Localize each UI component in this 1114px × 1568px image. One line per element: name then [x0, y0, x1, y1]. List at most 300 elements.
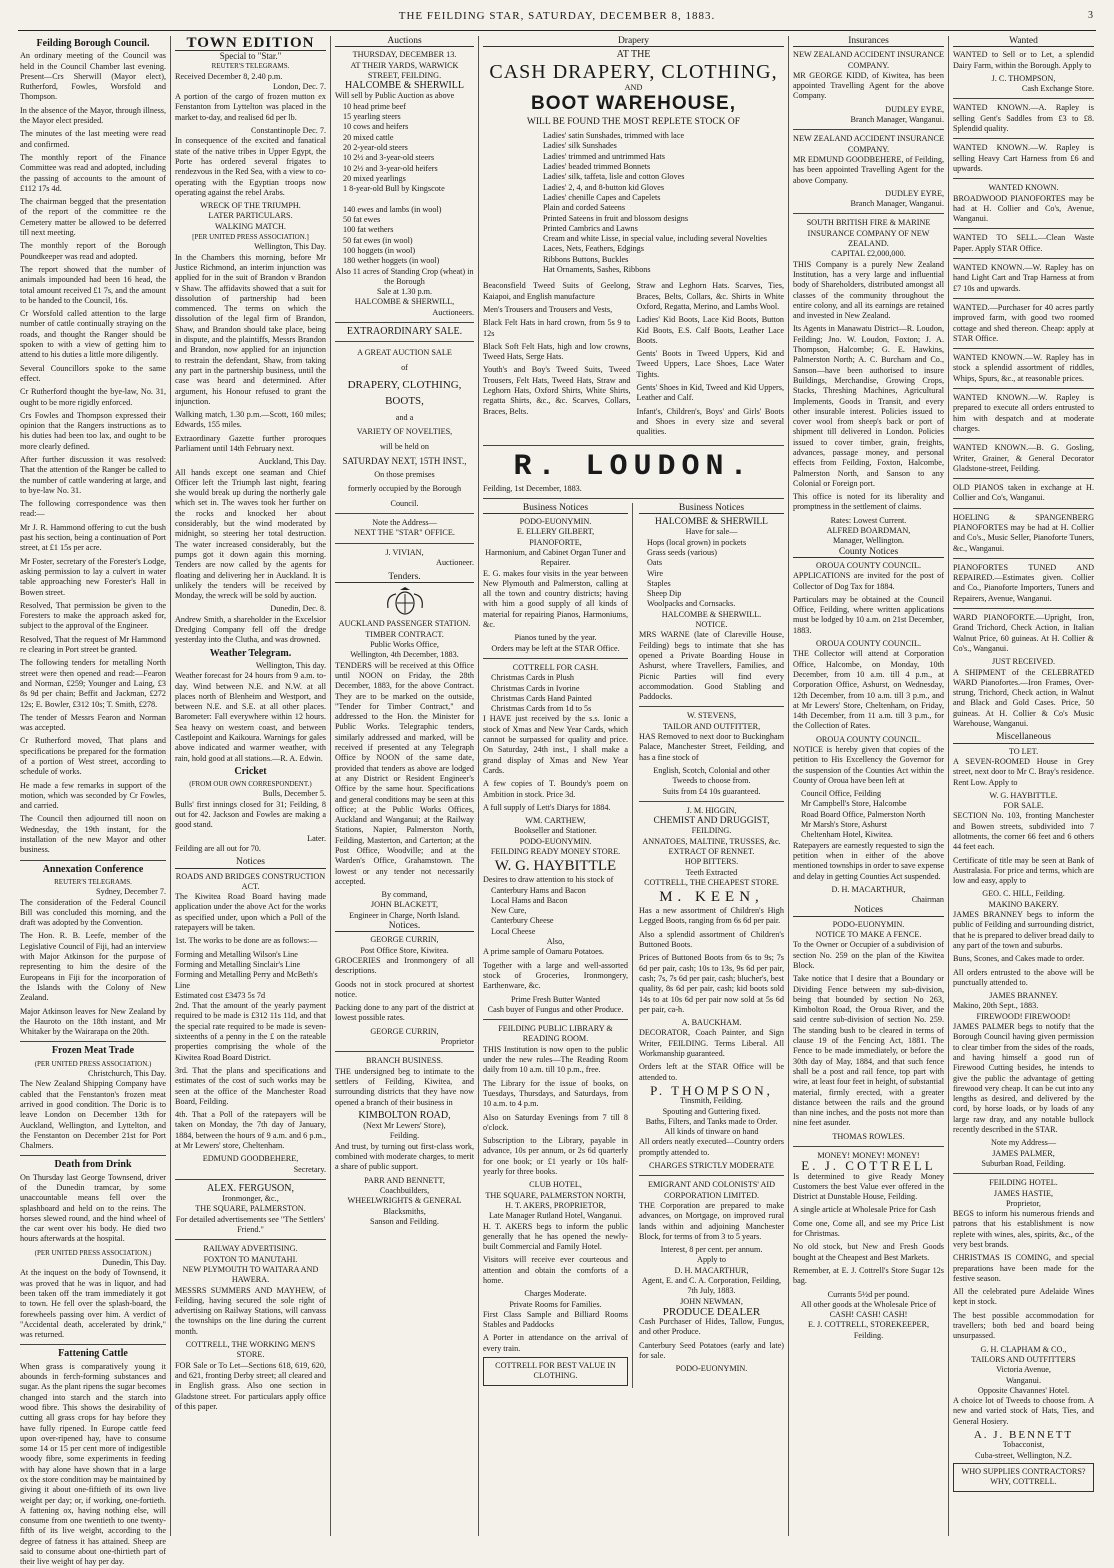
- place-item: Council Office, Feilding: [801, 789, 882, 799]
- ad-title: ALEX. FERGUSON,: [207, 1182, 294, 1194]
- ad-title: RAILWAY ADVERTISING.: [203, 1244, 298, 1254]
- article-paragraph: Mr Foster, secretary of the Forester's Lodge, asking permission to lay a culvert in water table approaching new Forester's Hall in Bowen street.: [20, 556, 166, 597]
- ad-line: THE SQUARE, PALMERSTON NORTH,: [485, 1190, 626, 1200]
- ad-line: Bookseller and Stationer.: [514, 826, 597, 836]
- ad-text: This office is noted for its liberality and promptness in the settlement of claims.: [793, 492, 944, 512]
- ad-text: CHRISTMAS IS COMING, and special preparations have been made for the festive season.: [953, 1253, 1094, 1283]
- ad-title: NOTICE.: [695, 620, 728, 630]
- headline: LATER PARTICULARS.: [208, 211, 293, 221]
- article-paragraph: The minutes of the last meeting were read and confirmed.: [20, 129, 166, 149]
- ad-text: All orders entrusted to the above will be punctually attended to.: [953, 967, 1094, 987]
- ad-text: WANTED to Sell or to Let, a splendid Dairy Farm, within the Borough. Apply to: [953, 50, 1094, 70]
- ad-text: Together with a large and well-assorted stock of Groceries, Ironmongery, Earthenware, &c.: [483, 960, 628, 991]
- ad-text: WANTED KNOWN.—W. Rapley has in stock a splendid assortment of riddles, Whips, Spurs, &c., at reasonable prices.: [953, 353, 1094, 383]
- ad-text: A full supply of Lett's Diarys for 1884.: [483, 802, 611, 812]
- ad-title: OROUA COUNTY COUNCIL.: [816, 639, 921, 649]
- ad-line: FEILDING.: [691, 826, 732, 836]
- ad-text: A few copies of T. Boundy's poem on Ambition in stock. Price 3d.: [483, 779, 628, 799]
- article-paragraph: In consequence of the excited and fanatical state of the native tribes in Upper Egypt, the Porte has ordered several frigates to rendezvous in the Red Sea, with a view to co-operating with the Egyptian troops now operating against the rebel Arabs.: [175, 136, 326, 197]
- article-paragraph: The consideration of the Federal Council Bill was concluded this morning, and the draft was adopted by the Convention.: [20, 897, 166, 928]
- ad-line: formerly occupied by the Borough: [347, 484, 462, 494]
- ad-text: WANTED KNOWN.—W. Rapley is selling Heavy Cart Harness from £6 and upwards.: [953, 143, 1094, 173]
- dateline: Received December 8, 2.40 p.m.: [175, 71, 283, 81]
- ad-title: COTTRELL, THE CHEAPEST STORE.: [644, 877, 779, 887]
- ad-line: PODO-EUONYMIN.: [519, 836, 592, 846]
- ad-line: Sanson and Feilding.: [370, 1216, 439, 1226]
- ad-line: AT THEIR YARDS, WARWICK STREET, FEILDING.: [350, 60, 459, 80]
- section-header: Tenders.: [335, 572, 474, 583]
- section-header: Business Notices: [639, 503, 784, 514]
- divider: [175, 1239, 326, 1240]
- article-paragraph: The monthly report of the Finance Committee was read and adopted, including the passing of accounts to the amount of £112 17s 4d.: [20, 152, 166, 193]
- article-paragraph: The report showed that the number of animals impounded had been 16 head, the total amount received £1 7s, and the amount to be handed to the Council, 16s.: [20, 264, 166, 305]
- ad-line: Pianos tuned by the year.: [514, 633, 597, 643]
- stock-item: 10 2½ and 3-year-old heifers: [343, 163, 438, 173]
- column-3: [335, 36, 474, 1536]
- ad-line: Spouting and Guttering fixed.: [662, 1106, 761, 1116]
- ad-line: Tweeds to choose from.: [672, 776, 751, 786]
- divider: [953, 478, 1094, 479]
- ad-signature: ALFRED BOARDMAN,: [826, 526, 911, 536]
- ad-line: Sale at 1.30 p.m.: [376, 287, 433, 297]
- section-header: Miscellaneous: [953, 732, 1094, 743]
- ad-title: BRANCH BUSINESS.: [366, 1056, 443, 1066]
- ad-line: Interest, 8 per cent. per annum.: [660, 1245, 763, 1255]
- ad-line: Late Manager Rutland Hotel, Wanganui.: [489, 1211, 622, 1221]
- ad-line: Forming and Metalling Perry and McBeth's Line: [175, 970, 318, 990]
- ad-signature: JAMES HASTIE,: [993, 1188, 1054, 1198]
- ad-line: For detailed advertisements see "The Settlers' Friend.": [175, 1214, 326, 1235]
- cards-list: [483, 673, 628, 714]
- ad-line: Agent, E. and C. A. Corporation, Feilding, 7th July, 1883.: [641, 1275, 782, 1296]
- section-header: Insurances: [793, 36, 944, 47]
- stock-item: 10 head prime beef: [343, 101, 406, 111]
- article-paragraph: On Thursday last George Townsend, driver of the Dunedin tramcar, by some unaccountable means fell over the splashboard and held on to the reins. The horses slewed round, and the hind wheel of the car went over his body. He died two hours afterwards at the hospital.: [20, 1172, 166, 1244]
- ad-text: Orders left at the STAR Office will be attended to.: [639, 1062, 784, 1082]
- divider: [335, 341, 474, 342]
- ad-title: SOUTH BRITISH FIRE & MARINE INSURANCE COMPANY OF NEW ZEALAND.: [806, 218, 931, 249]
- ad-text: Gents' Shoes in Kid, Tweed and Kid Uppers, Leather and Calf.: [636, 383, 784, 403]
- ad-line: Estimated cost £3473 5s 7d: [175, 990, 266, 1000]
- ad-line: TAILORS AND OUTFITTERS: [971, 1354, 1076, 1364]
- masthead-rule: [18, 30, 1096, 31]
- divider: [953, 178, 1094, 179]
- ad-text: A prime sample of Oamaru Potatoes.: [483, 947, 604, 957]
- ad-line: Note my Address—: [990, 1138, 1057, 1148]
- article-paragraph: The chairman begged that the presentation of the report of the committee re the Cemetery matter be allowed to be deferred till next meeting.: [20, 197, 166, 238]
- ad-line: Cuba-street, Wellington, N.Z.: [975, 1450, 1072, 1460]
- headline: Feilding Borough Council.: [36, 38, 150, 49]
- ad-text: OLD PIANOS taken in exchange at H. Collier and Co's, Wanganui.: [953, 483, 1094, 503]
- article-paragraph: Mr J. R. Hammond offering to cut the bush past his section, being a continuation of Port street, at £1 15s per acre.: [20, 522, 166, 553]
- ad-line: Wellington, 4th December, 1883.: [350, 650, 459, 660]
- divider: [20, 860, 166, 861]
- ad-text: Goods not in stock procured at shortest notice.: [335, 979, 474, 999]
- column-divider: [478, 36, 479, 1536]
- ad-text: Packing done to any part of the district at lowest possible rates.: [335, 1003, 474, 1023]
- dateline: Sydney, December 7.: [96, 887, 166, 897]
- section-header: Notices.: [335, 921, 474, 932]
- divider: [793, 213, 944, 214]
- ad-line: AND: [624, 82, 643, 92]
- ad-title: NEW ZEALAND ACCIDENT INSURANCE COMPANY.: [793, 134, 944, 154]
- ad-text: THE undersigned beg to intimate to the settlers of Feilding, Kiwitea, and surrounding districts that they have now opened a branch of their business in: [335, 1066, 474, 1107]
- dateline: REUTER'S TELEGRAMS.: [211, 62, 290, 71]
- ad-text: Infant's, Children's, Boys' and Girls' Boots and Shoes in every size and several qualities.: [636, 406, 784, 437]
- sale-item: Sheep Dip: [647, 589, 682, 599]
- divider: [793, 1146, 944, 1147]
- ad-title: CASH DRAPERY, CLOTHING,: [489, 60, 778, 83]
- royal-crest-icon: [381, 586, 429, 616]
- article-paragraph: Weather forecast for 24 hours from 9 a.m. to-day. Wind between N.E. and N.W. at all places north of Blenheim and Westport, and between N.E. and S.E. at all other places. Barometer: Fall everywhere within 12 hours. Sea heavy on western coast, and between Castlepoint and Kaikoura. Warnings for gales above indicated and warmer weather, with rain, hold good at all stations.—R. A. Edwin.: [175, 671, 326, 763]
- ad-line: Feilding.: [389, 1131, 420, 1141]
- ad-text: Youth's and Boy's Tweed Suits, Tweed Trousers, Felt Hats, Tweed Hats, Straw and Leghorn Hats, Oxford Shirts, White Shirts, regatta Shirts, &c., &c. Scarves, Collars, Braces, Belts.: [483, 365, 631, 416]
- ad-title: CHARGES STRICTLY MODERATE: [649, 1161, 774, 1171]
- dateline: Wellington, This Day.: [254, 242, 326, 252]
- ad-text: Subscription to the Library, payable in advance, 10s per annum, or 2s 6d quarterly for one book; or £1 yearly or 10s half-yearly for three books.: [483, 1136, 628, 1177]
- ad-signature: WM. CARTHEW,: [525, 816, 586, 826]
- card-item: Christmas Cards in Ivorine: [491, 683, 580, 693]
- article-paragraph: Cr Rutherford moved, That plans and specifications be prepared for the formation of a portion of West street, according to schedule of works.: [20, 736, 166, 777]
- divider: [20, 1041, 166, 1042]
- ad-signature: E. J. COTTRELL, STOREKEEPER,: [807, 1320, 930, 1330]
- ad-line: Wanganui.: [1005, 1375, 1042, 1385]
- headline: WRECK OF THE TRIUMPH.: [200, 201, 301, 211]
- ad-text: And trust, by turning out first-class work, combined with moderate charges, to merit a share of public support.: [335, 1141, 474, 1172]
- ad-line: TIMBER CONTRACT.: [365, 629, 444, 639]
- ad-line: Public Works Office,: [370, 640, 439, 650]
- ad-line: Cash buyer of Fungus and other Produce.: [487, 1004, 624, 1014]
- ad-title: TO LET.: [1008, 746, 1039, 756]
- divider: [20, 1344, 166, 1345]
- ad-title: P. THOMPSON,: [650, 1082, 773, 1098]
- ad-text: TENDERS will be received at this Office until NOON on Friday, the 28th December, 1883, for the above Contract. They are to be marked on the outside, "Tender for Timber Contract," and addressed to the Hon. the Minister for Public Works. Telegraphic tenders, similarly addressed and marked, will be received if presented at any Telegraph Office by NOON of the same date, provided that tenders as above are lodged at any District or Resident Engineer's Office by the same hour. Specifications and general conditions may be seen at this office; at the Public Works Offices, Auckland and Wanganui; at the Railway Stations, Napier, Palmerston North, Feilding, Masterton, and Carterton; at the Post Office, Woodville; and at the Warden's Office, Grahamstown. The lowest or any tender not necessarily accepted.: [335, 660, 474, 886]
- drapery-item: Ladies' silk Sunshades: [543, 141, 617, 151]
- ad-title: FOR SALE.: [1003, 801, 1044, 811]
- stock-item: 100 hoggets (in wool): [343, 245, 416, 255]
- sale-item: Staples: [647, 578, 671, 588]
- ad-text: Remember, at E. J. Cottrell's Store Sugar 12s bag.: [793, 1265, 944, 1286]
- ad-text: 4th. That a Poll of the ratepayers will be taken on Monday, the 7th day of January, 1884, between the hours of 9 a.m. and 6 p.m., at Mr Lewers' store, Cheltenham.: [175, 1110, 326, 1150]
- ad-line: Council.: [390, 498, 419, 508]
- ad-signature: Auctioneers.: [432, 307, 474, 317]
- ad-line: Blacksmiths,: [383, 1206, 426, 1216]
- ad-line: AT THE: [616, 49, 651, 61]
- place-item: Mr Marsh's Store, Ashurst: [801, 820, 888, 830]
- ad-line: PIANOFORTE,: [529, 537, 582, 547]
- ad-text: E. G. makes four visits in the year between New Plymouth and Palmerston, calling at all the town and country districts; having with him a good supply of all kinds of material for repairing Pianos, Harmoniums, &c.: [483, 568, 628, 630]
- stock-item: 20 mixed cattle: [343, 132, 394, 142]
- ad-title: JOHN NEWMAN,: [680, 1296, 743, 1306]
- article-paragraph: The Hon. R. B. Leefe, member of the Legislative Council of Fiji, had an interview with Major Atkinson for the purpose of representing to him the desire of the Europeans in Fiji for the incorporation of the Islands with the Colony of New Zealand.: [20, 931, 166, 1003]
- ad-line: PODO-EUONYMIN.: [519, 517, 592, 527]
- ad-line: Cash Exchange Store.: [1021, 84, 1094, 94]
- ad-text: Certificate of title may be seen at Bank of Australasia. For price and terms, which are low and easy, apply to: [953, 855, 1094, 886]
- ad-line: Teeth Extracted: [685, 867, 738, 877]
- drapery-item: Plain and corded Sateens: [543, 203, 626, 213]
- stock-item: 15 yearling steers: [343, 112, 401, 122]
- article-paragraph: Feilding are all out for 70.: [175, 843, 261, 853]
- ad-text: DECORATOR, Coach Painter, and Sign Writer, FEILDING. Terms Liberal. All Workmanship guaranteed.: [639, 1028, 784, 1059]
- ad-line: EXTRACT OF RENNET.: [668, 847, 755, 856]
- headline: Weather Telegram.: [209, 647, 292, 659]
- ad-signature: D. H. MACARTHUR,: [831, 884, 906, 894]
- ad-text: Ratepayers are earnestly requested to sign the petition when in either of the above mentioned townships in order to save expense and delay in getting Counties Act suspended.: [793, 840, 944, 881]
- ad-line: Ironmonger, &c.,: [222, 1194, 279, 1204]
- ad-text: GROCERIES and Ironmongery of all descriptions.: [335, 955, 474, 976]
- ad-signature: JAMES PALMER,: [992, 1148, 1055, 1158]
- section-header: County Notices: [793, 547, 944, 558]
- ad-signature: EDMUND GOODBEHERE,: [202, 1154, 299, 1164]
- ad-text: Prices of Buttoned Boots from 6s to 9s; 7s 6d per pair, cash; 10s to 13s, 9s 6d per pair, cash; 7s, 7s 6d per pair, cash; blucher's, best quality, 8s 6d per pair, cash; kid boots sold 14s to at 10s 6d per pair now sold at 5s 6d per pair, ca-h.: [639, 953, 784, 1014]
- ad-line: Have for sale—: [685, 527, 738, 537]
- divider: [953, 558, 1094, 559]
- column-divider: [330, 36, 331, 1536]
- ad-line: Currants 5½d per pound.: [827, 1289, 910, 1299]
- ad-title: PRODUCE DEALER: [662, 1305, 761, 1318]
- drapery-two-column: [483, 281, 784, 440]
- article-paragraph: The following tenders for metalling North street were then opened and read:—Fearon and Norman, £259; Younger and Laing, £3 8s 9d per chain; Beffit and Jackman, £272 12s; E. Bowler, £312 10s; T. Smith, £278.: [20, 658, 166, 709]
- ad-text: Ladies' Kid Boots, Lace Kid Boots, Button Kid Boots, E.S. Calf Boots, Leather Lace Boots.: [636, 315, 784, 345]
- goods-item: Canterbury Cheese: [491, 916, 554, 926]
- column-2: [175, 36, 326, 1536]
- article-paragraph: Crs Fowles and Thompson expressed their opinion that the Rangers instructions as to his duties had been too lax, and ought to be more clearly defined.: [20, 410, 166, 451]
- article-paragraph: Major Atkinson leaves for New Zealand by the Hauroto on the 18th instant, and Mr Whitaker by the Wairarapa on the 20th.: [20, 1006, 166, 1037]
- ad-text: Take notice that I desire that a Boundary or Dividing Fence between my sub-division, being that bounded by section No 263, Kimbolton Road, the Oroua River, and the said centre sub-division of section No. 259. The standing bush to be cleared in terms of clause 19 of the Fencing Act, 1881. The Fence to be made immediately, or before the 30th day of May, 1884, and that such fence shall be a post and rail fence, top part with wire, at least four feet in height, of substantial material, firmly erected, with a greater distance between the rails and the ground than nine inches, and the posts not more than nine feet asunder.: [793, 974, 944, 1128]
- ad-signature: Secretary.: [293, 1164, 326, 1174]
- hs-list: [639, 538, 784, 610]
- divider: [335, 513, 474, 514]
- divider: [20, 1155, 166, 1156]
- ad-text: Come one, Come all, and see my Price List for Christmas.: [793, 1218, 944, 1239]
- ad-signature: W. G. HAYBITTLE.: [989, 790, 1058, 800]
- ad-title: FEILDING READY MONEY STORE.: [490, 847, 621, 856]
- card-item: Christmas Cards Hand Painted: [491, 693, 592, 703]
- stock-list: [335, 102, 474, 267]
- stock-item: [343, 194, 474, 204]
- column-1: [20, 36, 166, 1567]
- ad-line: Forming and Metalling Sinclair's Line: [175, 959, 301, 969]
- ad-title: WHO SUPPLIES CONTRACTORS? WHY, COTTRELL.: [953, 1463, 1094, 1492]
- ad-signature: J. VIVIAN,: [385, 547, 424, 557]
- ad-line: PODO-EUONYMIN.: [675, 1364, 748, 1374]
- headline: Frozen Meat Trade: [51, 1045, 135, 1057]
- stock-item: 10 2½ and 3-year-old steers: [343, 153, 435, 163]
- headline: Fattening Cattle: [58, 1348, 128, 1360]
- ad-text: PIANOFORTES TUNED AND REPAIRED.—Estimates given. Collier and Co., Pianoforte Importers, Tuners and Repairers, Avenue, Wanganui.: [953, 562, 1094, 603]
- ad-text: Black Felt Hats in hard crown, from 5s 9 to 12s: [483, 318, 631, 338]
- goods-item: Local Cheese: [491, 926, 536, 936]
- article-paragraph: Bulls' first innings closed for 31; Feilding, 8 out for 42. Jackson and Fowles are making a good stand.: [175, 799, 326, 830]
- ad-text: A single article at Wholesale Price for Cash: [793, 1205, 936, 1215]
- ad-line: Baths, Filters, and Tanks made to Order.: [645, 1116, 778, 1126]
- ad-line: A GREAT AUCTION SALE: [357, 348, 452, 358]
- article-paragraph: Resolved, That the request of Mr Hammond re clearing in Port street be granted.: [20, 634, 166, 655]
- stock-item: 180 wether hoggets (in wool): [343, 256, 440, 266]
- ad-title: NOTICE TO MAKE A FENCE.: [815, 930, 922, 940]
- card-item: Christmas Cards from 1d to 5s: [491, 704, 592, 714]
- dateline: Constantinople Dec. 7.: [250, 126, 326, 136]
- article-paragraph: In the absence of the Mayor, through illness, the Mayor elect presided.: [20, 105, 166, 126]
- stock-item: 50 fat ewes (in wool): [343, 235, 413, 245]
- ad-line: Feilding.: [853, 1330, 884, 1340]
- ad-text: Is determined to give Ready Money Customers the best Value ever offered in the District at Dunstable House, Feilding.: [793, 1171, 944, 1202]
- article-paragraph: At the inquest on the body of Townsend, it was proved that he was in liquor, and had been taken off the tram immediately it got to town. He fell over the splash-board, the forewheels passing over him. A verdict of "Accidental death, accelerated by drink," was returned.: [20, 1268, 166, 1340]
- ad-title: W. G. HAYBITTLE: [494, 858, 617, 875]
- sale-item: Grass seeds (various): [647, 547, 718, 557]
- ad-line: Victoria Avenue,: [996, 1365, 1051, 1375]
- ad-line: THURSDAY, DECEMBER 13.: [352, 50, 457, 60]
- divider: [953, 508, 1094, 509]
- stock-item: 20 2-year-old steers: [343, 142, 408, 152]
- ad-title: AUCKLAND PASSENGER STATION.: [338, 619, 471, 629]
- ad-title: HALCOMBE & SHERWILL: [345, 80, 464, 92]
- ad-title: FIREWOOD! FIREWOOD!: [976, 1011, 1071, 1021]
- ad-line: Forming and Metalling Wilson's Line: [175, 949, 298, 959]
- ad-text: 1st. The works to be done are as follows:—: [175, 936, 318, 946]
- ad-line: THE SQUARE, PALMERSTON.: [195, 1204, 306, 1214]
- ad-text: Cash Purchaser of Hides, Tallow, Fungus, and other Produce.: [639, 1317, 784, 1337]
- ad-text: SECTION No. 103, fronting Manchester and Bowen streets, subdivided into 7 allotments, the corner 66 feet and 6 others 44 feet each.: [953, 811, 1094, 852]
- ad-line: will be held on: [380, 441, 429, 451]
- ad-line: TAILOR AND OUTFITTER,: [662, 721, 761, 731]
- ad-text: 3rd. That the plans and specifications and estimates of the cost of such works may be seen at the office of the Manchester Road Board, Feilding.: [175, 1065, 326, 1106]
- ad-text: Straw and Leghorn Hats. Scarves, Ties, Braces, Belts, Collars, &c. Shirts in White Oxford, Regatta, Merino, and Lambs Wool.: [636, 281, 784, 311]
- stock-item: 10 cows and heifers: [343, 122, 409, 132]
- ad-text: The best possible accommodation for travellers; both bed and board being unsurpassed.: [953, 1310, 1094, 1341]
- headline: WALKING MATCH.: [215, 221, 286, 231]
- ad-title: GEORGE CURRIN,: [370, 935, 439, 945]
- ad-title: M. KEEN,: [659, 889, 764, 906]
- ad-text: THE Corporation are prepared to make advances, on Mortgage, on improved rural lands within and adjoining Manchester Block, for terms of from 3 to 5 years.: [639, 1200, 784, 1241]
- ad-text: A SHIPMENT of the CELEBRATED WARD Pianofortes.—Iron Frames, Over-strung, Trichord, Check action, in Walnut and Black and Gold Cases. Price, 50 guineas. At H. Collier & Co's Music Warehouse, Wanganui.: [953, 667, 1094, 729]
- ad-title: ROADS AND BRIDGES CONSTRUCTION ACT.: [175, 871, 326, 891]
- ad-title: NEW ZEALAND ACCIDENT INSURANCE COMPANY.: [793, 50, 944, 70]
- ad-line: KIMBOLTON ROAD,: [358, 1109, 451, 1121]
- page-number: 3: [1088, 10, 1094, 21]
- ad-line: and a: [395, 412, 414, 422]
- drapery-item: Ladies' beaded trimmed Bonnets: [543, 162, 651, 172]
- section-header: Drapery: [483, 36, 784, 47]
- ad-line: All kinds of tinware on hand: [664, 1127, 759, 1137]
- ad-text: BROADWOOD PIANOFORTES may be had at H. Collier and Co's, Avenue, Wanganui.: [953, 193, 1094, 224]
- ad-title: CLUB HOTEL,: [529, 1180, 582, 1190]
- dateline: REUTER'S TELEGRAMS.: [54, 877, 132, 886]
- ad-line: CAPITAL £2,000,000.: [831, 249, 906, 259]
- divider: [953, 388, 1094, 389]
- ad-text: 2nd. That the amount of the yearly payment required to be made is £312 11s 11d, and that the special rate required to be made is seven-sixteenths of a penny in the £ on the rateable properties comprising the whole of the Kiwitea Road Board District.: [175, 1001, 326, 1062]
- card-item: Christmas Cards in Plush: [491, 673, 575, 683]
- ad-text: WANTED KNOWN.—A. Rapley is selling Gent's Saddles from £3 to £8. Splendid quality.: [953, 103, 1094, 134]
- ad-title: MAKINO BAKERY.: [988, 899, 1059, 909]
- ad-text: HAS Removed to next door to Buckingham Palace, Manchester Street, Feilding, and has a fine stock of: [639, 732, 784, 762]
- ad-text: Has a new assortment of Children's High Legged Boots, ranging from 6s 6d per pair.: [639, 906, 784, 926]
- section-header: Business Notices: [483, 503, 628, 514]
- ad-text: Visitors will receive ever courteous and attention and obtain the comforts of a home.: [483, 1255, 628, 1285]
- ad-line: Also 11 acres of Standing Crop (wheat) in the Borough: [335, 266, 474, 286]
- article-paragraph: All hands except one seaman and Chief Officer left the Triumph last night, fearing she would break up during the northerly gale which set in. The waves took her further on the rocks and knocked her about considerably, but the wind moderated by midnight, so steering her total destruction. The water increased considerably, but the pumps got it down again this morning. Tenders are now called by the agents for floating and delivering her in Auckland. It is unlikely the tenders will be received by Monday, the wreck will be sold by auction.: [175, 467, 326, 601]
- ad-signature: J. C. THOMPSON,: [991, 73, 1056, 83]
- ad-text: WARD PIANOFORTE.—Upright, Iron, Grand Trichord, Check Action, in Italian Walnut Price, 60 guineas. At H. Collier & Co's., Wanganui.: [953, 613, 1094, 653]
- column-6: [953, 36, 1094, 1536]
- drapery-item: Laces, Nets, Feathers, Edgings: [543, 244, 644, 254]
- ad-title: COTTRELL FOR BEST VALUE IN CLOTHING.: [483, 1357, 628, 1386]
- ad-signature: D. H. MACARTHUR,: [674, 1265, 749, 1275]
- ad-title: CASH! CASH! CASH!: [829, 1310, 908, 1320]
- column-5: [793, 36, 944, 1536]
- ad-text: HOELING & SPANGENBERG PIANOFORTES may be had at H. Collier and Co's., Music Seller, Pianoforte Tuners, &c., Wanganui.: [953, 512, 1094, 553]
- sale-item: Oats: [647, 558, 663, 568]
- ad-line: WHEELWRIGHTS & GENERAL: [347, 1196, 462, 1206]
- ad-line: Private Rooms for Families.: [509, 1299, 602, 1309]
- divider: [953, 228, 1094, 229]
- masthead: [20, 10, 1094, 28]
- ad-line: Coachbuilders,: [379, 1185, 430, 1195]
- ad-text: A SEVEN-ROOMED House in Grey street, next door to Mr C. Bray's residence. Rent Low. Apply to: [953, 756, 1094, 787]
- ad-line: ANNATOES, MALTINE, TRUSSES, &c.: [642, 836, 781, 846]
- ad-text: All orders neatly executed—Country orders promptly attended to.: [639, 1137, 784, 1157]
- divider: [639, 801, 784, 802]
- ad-title: FEILDING PUBLIC LIBRARY & READING ROOM.: [498, 1024, 613, 1044]
- ad-line: Rates: Lowest Current.: [830, 515, 907, 525]
- ad-text: Beaconsfield Tweed Suits of Geelong, Kaiapoi, and English manufacture: [483, 281, 631, 301]
- ad-title: E. ELLERY GILBERT,: [516, 527, 595, 537]
- article-paragraph: In the Chambers this morning, before Mr Justice Richmond, an interim injunction was applied for in the suit of Brandon v Brandon v Shaw. The affidavits showed that a suit for dissolution of partnership had been commenced. The terms on which the dissolution of the legal firm of Brandon, Shaw, and Brandon should take place, being in dispute, and the plaintiffs, Messrs Brandon and Brandon, now applied for an injunction to restrain the defendant, Shaw, from taking any part in the partnership business, until the case was heard and determined. After argument, his Honour refused to grant the injunction.: [175, 252, 326, 406]
- divider: [483, 1019, 628, 1020]
- ad-signature: DUDLEY EYRE,: [885, 188, 944, 198]
- section-header: Notices: [175, 857, 326, 868]
- stock-item: 20 mixed yearlings: [343, 173, 406, 183]
- divider: [483, 445, 784, 446]
- divider: [335, 1051, 474, 1052]
- place-item: Mr Campbell's Store, Halcombe: [801, 799, 907, 809]
- ad-text: I HAVE just received by the s.s. Ionic a stock of Xmas and New Year Cards, which cannot be surpassed for quality and price. On Saturday, 24th inst., I shall make a grand display of Xmas and New Year Cards.: [483, 714, 628, 775]
- dateline: Auckland, This Day.: [258, 457, 326, 467]
- ad-title: R. LOUDON.: [513, 449, 754, 484]
- ad-text: WANTED TO SELL.—Clean Waste Paper. Apply STAR Office.: [953, 233, 1094, 253]
- ad-text: The Library for the issue of books, on Tuesdays, Thursdays, and Saturdays, from 10 a.m. to 4 p.m.: [483, 1078, 628, 1109]
- ad-text: All the celebrated pure Adelaide Wines kept in stock.: [953, 1287, 1094, 1307]
- ad-line: By command,: [381, 890, 428, 900]
- ad-title: CHEMIST AND DRUGGIST,: [653, 816, 770, 827]
- article-paragraph: Cr Rutherford thought the bye-law, No. 31, ought to be more rigidly enforced.: [20, 387, 166, 407]
- column-divider: [948, 36, 949, 1536]
- ad-line: Orders may be left at the STAR Office.: [491, 643, 620, 653]
- dateline: London, Dec. 7.: [273, 81, 326, 91]
- ad-text: WANTED KNOWN.—W. Rapley is prepared to execute all orders entrusted to him with despatch and at moderate charges.: [953, 393, 1094, 433]
- ad-title: G. H. CLAPHAM & CO.,: [980, 1344, 1067, 1354]
- stock-item: 100 fat wethers: [343, 225, 394, 235]
- stock-item: 140 ewes and lambs (in wool): [343, 204, 442, 214]
- dateline: Dunedin, This Day.: [102, 1258, 166, 1268]
- ad-text: WANTED KNOWN.—W. Rapley has on hand Light Cart and Trap Harness at from £7 10s and upwards.: [953, 263, 1094, 293]
- drapery-item: Ribbons Buttons, Buckles: [543, 254, 629, 264]
- stock-item: 50 fat ewes: [343, 215, 381, 225]
- article-paragraph: Resolved, That permission be given to the Foresters to make the approach asked for, subject to the approval of the Engineer.: [20, 600, 166, 631]
- drapery-item: Ladies' chenille Capes and Capelets: [543, 192, 661, 202]
- divider: [953, 348, 1094, 349]
- ad-title: OROUA COUNTY COUNCIL.: [816, 734, 921, 744]
- drapery-item: Hat Ornaments, Sashes, Ribbons: [543, 265, 651, 275]
- ad-signature: HALCOMBE & SHERWILL.: [661, 609, 762, 619]
- column-4: [483, 36, 784, 1536]
- column-divider: [170, 36, 171, 1536]
- ad-line: Charges Moderate.: [524, 1289, 587, 1299]
- ad-title: BOOT WAREHOUSE,: [530, 92, 736, 114]
- ad-title: EMIGRANT AND COLONISTS' AID CORPORATION LIMITED.: [647, 1180, 776, 1200]
- ad-signature: Auctioneer.: [436, 557, 474, 567]
- places-list: [793, 789, 944, 840]
